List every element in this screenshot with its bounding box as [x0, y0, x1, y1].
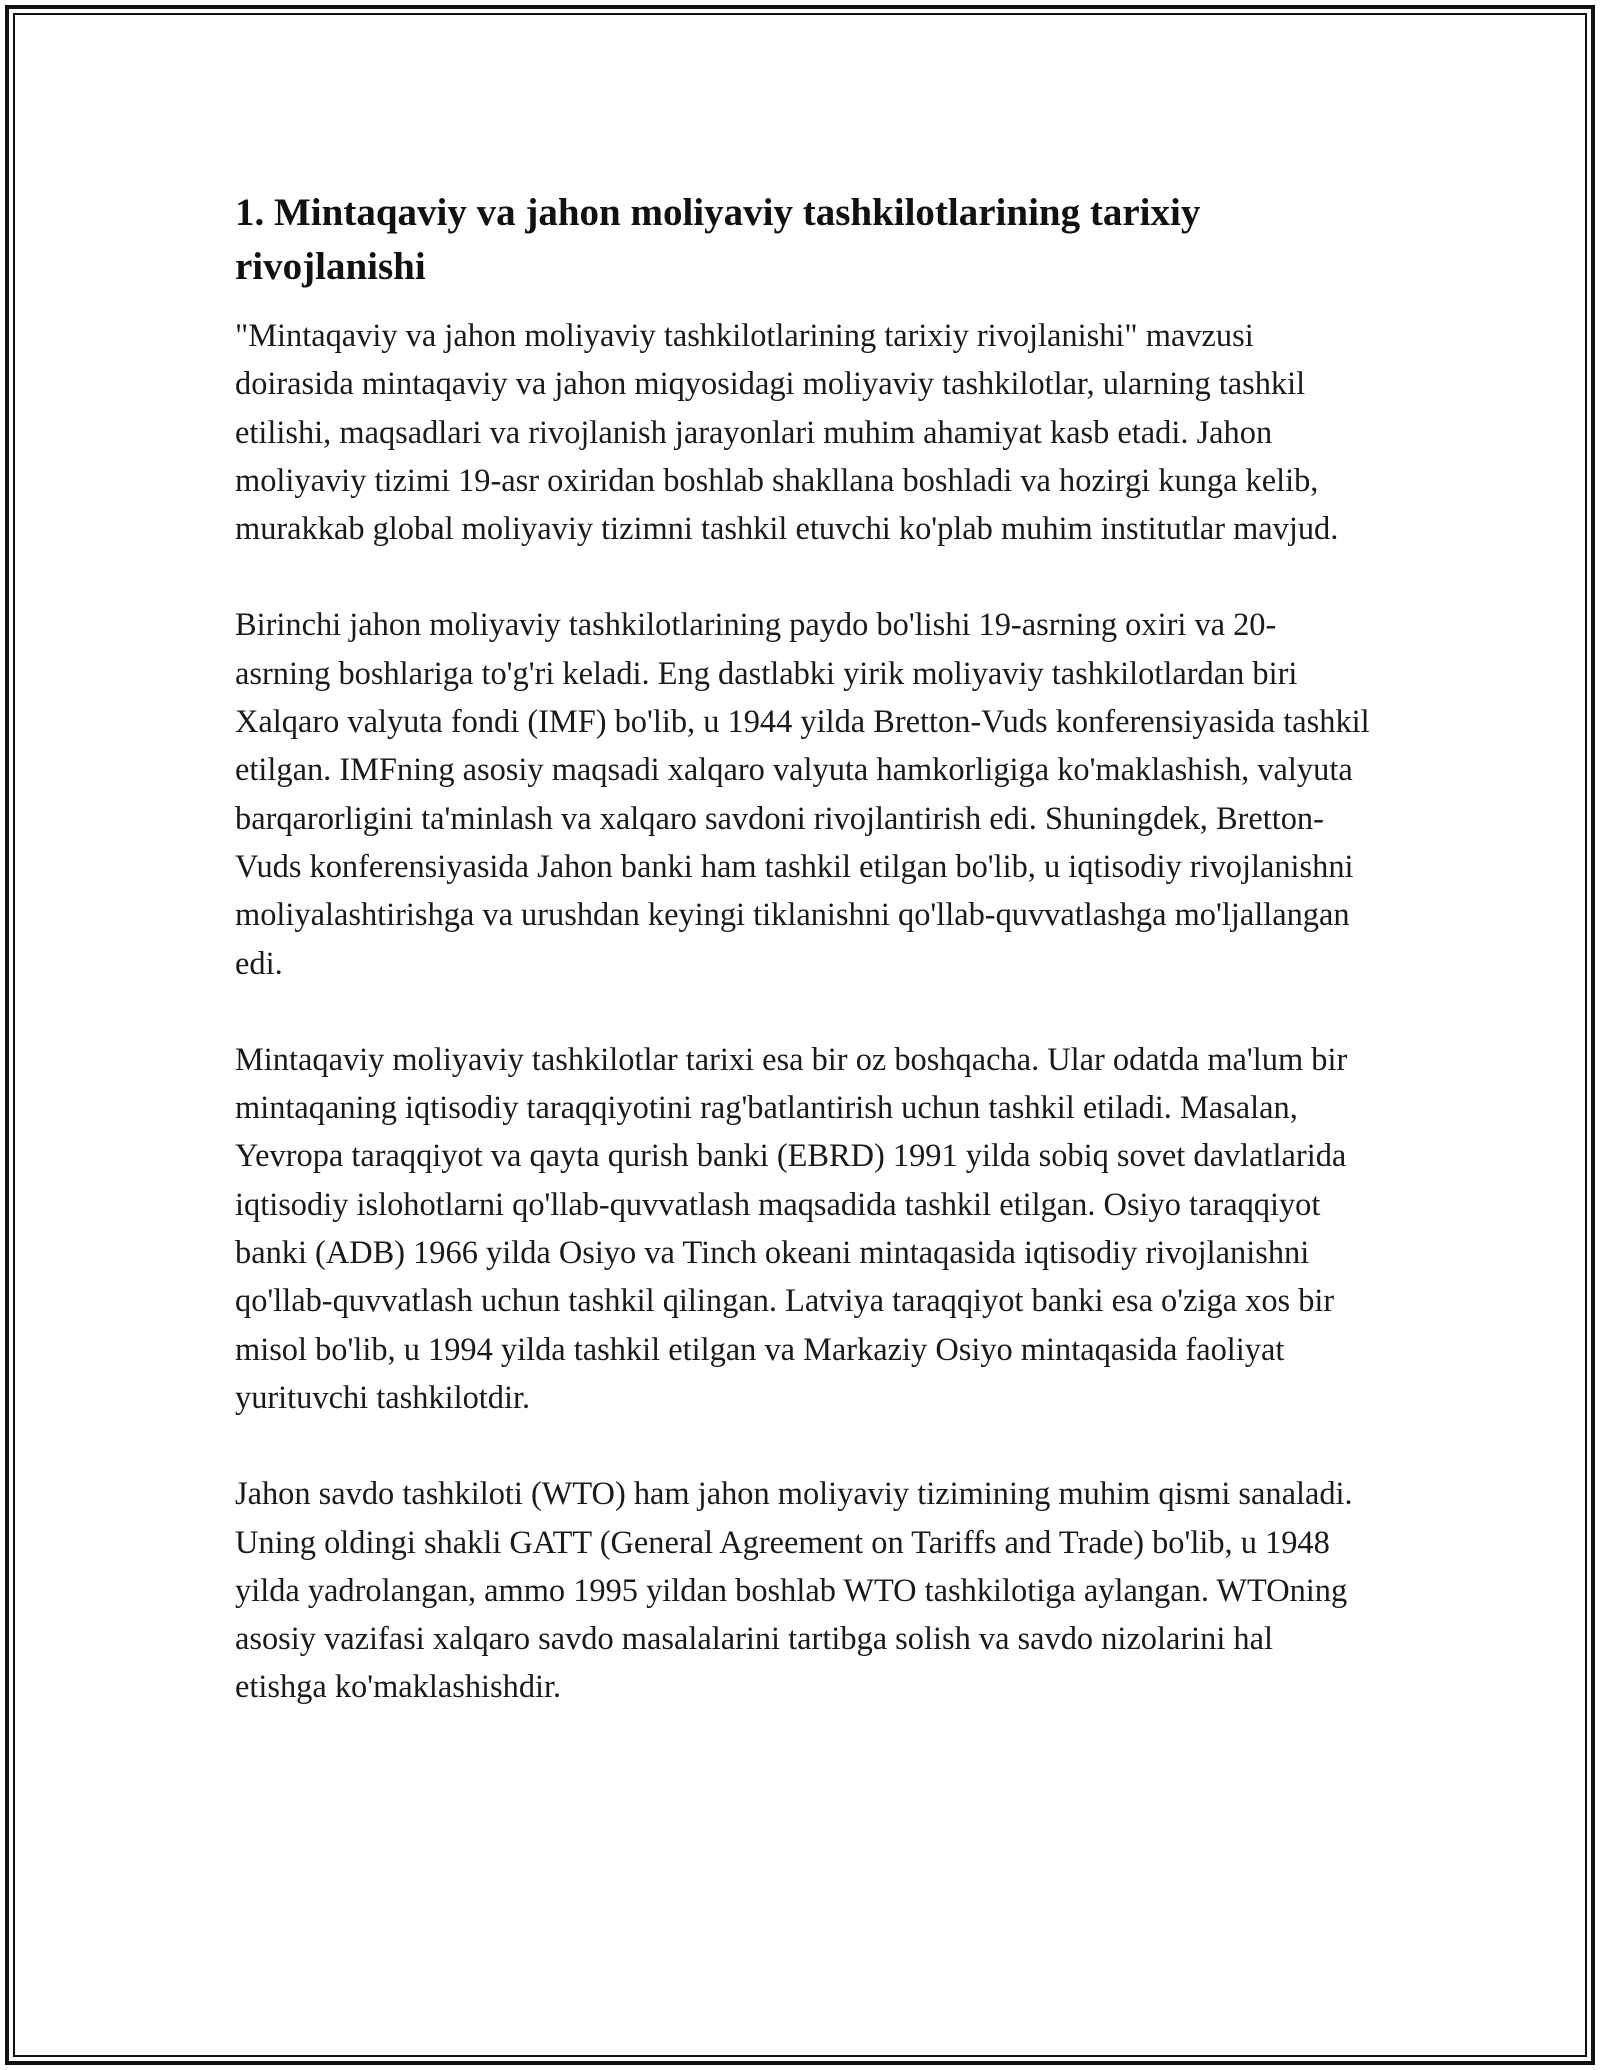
paragraph-regional-institutions: Mintaqaviy moliyaviy tashkilotlar tarixi esa bir oz boshqacha. Ular odatda ma'lum bir mintaqaning iqtisodiy taraqqiyotini rag'batlantirish uchun tashkil etiladi. Masalan, Yevropa taraqqiyot va qayta qurish banki (EBRD) 1991 yilda sobiq sovet davlatlarida iqtisodiy islohotlarni qo'llab-quvvatlash maqsadida tashkil etilgan. Osiyo taraqqiyot banki (ADB) 1966 yilda Osiyo va Tinch okeani mintaqasida iqtisodiy rivojlanishni qo'llab-quvvatlash uchun tashkil qilingan. Latviya taraqqiyot banki esa o'ziga xos bir misol bo'lib, u 1994 yilda tashkil etilgan va Markaziy Osiyo mintaqasida faoliyat yurituvchi tashkilotdir.: [235, 1041, 1348, 1416]
paragraph-intro: "Mintaqaviy va jahon moliyaviy tashkilotlarining tarixiy rivojlanishi" mavzusi doirasida mintaqaviy va jahon miqyosidagi moliyaviy tashkilotlar, ularning tashkil etilishi, maqsadlari va rivojlanish jarayonlari muhim ahamiyat kasb etadi. Jahon moliyaviy tizimi 19-asr oxiridan boshlab shakllana boshladi va hozirgi kunga kelib, murakkab global moliyaviy tizimni tashkil etuvchi ko'plab muhim institutlar mavjud.: [235, 318, 1339, 548]
document-body: [235, 186, 1370, 1712]
paragraph-global-institutions: Birinchi jahon moliyaviy tashkilotlarining paydo bo'lishi 19-asrning oxiri va 20-asrning boshlariga to'g'ri keladi. Eng dastlabki yirik moliyaviy tashkilotlardan biri Xalqaro valyuta fondi (IMF) bo'lib, u 1944 yilda Bretton-Vuds konferensiyasida tashkil etilgan. IMFning asosiy maqsadi xalqaro valyuta hamkorligiga ko'maklashish, valyuta barqarorligini ta'minlash va xalqaro savdoni rivojlantirish edi. Shuningdek, Bretton-Vuds konferensiyasida Jahon banki ham tashkil etilgan bo'lib, u iqtisodiy rivojlanishni moliyalashtirishga va urushdan keyingi tiklanishni qo'llab-quvvatlashga mo'ljallangan edi.: [235, 607, 1370, 982]
paragraph-wto: Jahon savdo tashkiloti (WTO) ham jahon moliyaviy tizimining muhim qismi sanaladi. Uning oldingi shakli GATT (General Agreement on Tariffs and Trade) bo'lib, u 1948 yilda yadrolangan, ammo 1995 yildan boshlab WTO tashkilotiga aylangan. WTOning asosiy vazifasi xalqaro savdo masalalarini tartibga solish va savdo nizolarini hal etishga ko'maklashishdir.: [235, 1476, 1353, 1706]
section-heading: 1. Mintaqaviy va jahon moliyaviy tashkilotlarining tarixiy rivojlanishi: [235, 191, 1201, 288]
